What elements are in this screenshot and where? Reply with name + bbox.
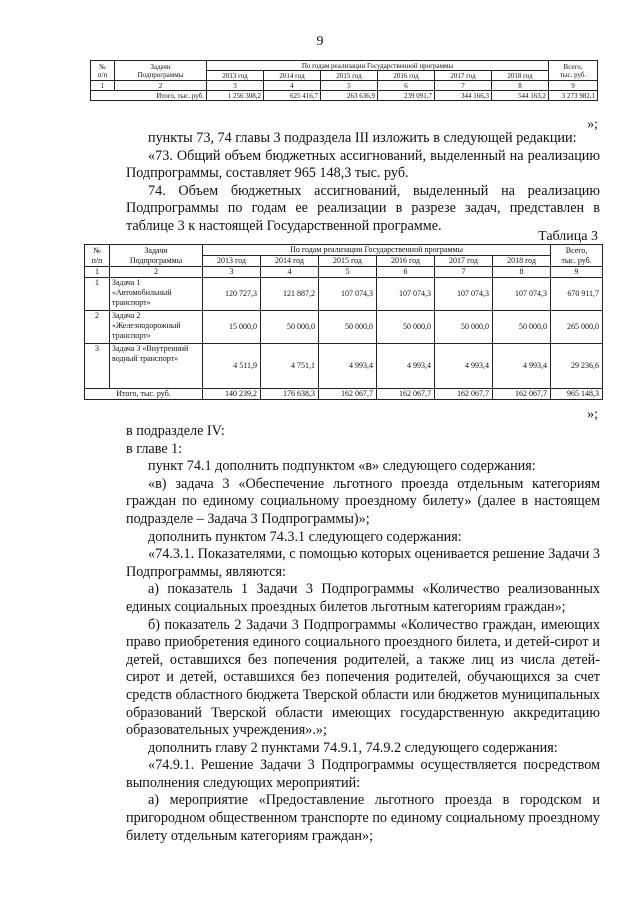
cell-value: 120 727,3 <box>203 278 261 311</box>
cell-value: 50 000,0 <box>261 311 319 344</box>
table-row <box>85 311 603 344</box>
col-number: 1 <box>91 81 115 91</box>
column-number-row <box>85 267 603 278</box>
header-task: Задачи Подпрограммы <box>110 245 203 267</box>
col-number: 9 <box>549 81 598 91</box>
total-value: 140 239,2 <box>203 389 261 400</box>
cell-value: 4 751,1 <box>261 344 319 389</box>
task-name: Задача 1 «Автомобильный транспорт» <box>110 278 203 311</box>
year-header: 2014 год <box>261 256 319 267</box>
col-number: 7 <box>435 267 493 278</box>
col-number: 3 <box>207 81 264 91</box>
total-value: 162 067,7 <box>493 389 551 400</box>
col-number: 2 <box>110 267 203 278</box>
budget-summary-table <box>90 60 598 101</box>
total-value: 162 067,7 <box>319 389 377 400</box>
budget-by-task-table <box>84 244 603 400</box>
text-block-2 <box>126 423 600 845</box>
col-number: 6 <box>378 81 435 91</box>
col-number: 8 <box>493 267 551 278</box>
header-total: Всего, тыс. руб. <box>549 61 598 81</box>
col-number: 1 <box>85 267 110 278</box>
header-years: По годам реализации Государственной программы <box>203 245 551 256</box>
total-value: 344 166,3 <box>435 91 492 101</box>
closing-mark: »; <box>587 407 598 422</box>
total-row <box>91 91 598 101</box>
cell-value: 4 993,4 <box>319 344 377 389</box>
year-header: 2016 год <box>378 71 435 81</box>
total-value: 176 638,3 <box>261 389 319 400</box>
cell-value: 15 000,0 <box>203 311 261 344</box>
total-value: 239 091,7 <box>378 91 435 101</box>
row-number: 2 <box>85 311 110 344</box>
total-label: Итого, тыс. руб. <box>85 389 203 400</box>
total-value: 1 256 308,2 <box>207 91 264 101</box>
col-number: 4 <box>261 267 319 278</box>
col-number: 5 <box>321 81 378 91</box>
year-header: 2014 год <box>264 71 321 81</box>
paragraph: в главе 1: <box>126 440 183 457</box>
cell-value: 107 074,3 <box>493 278 551 311</box>
col-number: 3 <box>203 267 261 278</box>
cell-value: 50 000,0 <box>377 311 435 344</box>
paragraph: «73. Общий объем бюджетных ассигнований, выделенный на реализацию Подпрограммы, составляет 965 148,3 тыс. руб. <box>126 147 600 182</box>
paragraph: а) мероприятие «Предоставление льготного проезда в городском и пригородном общественном транспорте по единому социальному проездному билету отдельным категориям граждан»; <box>126 792 600 844</box>
header-num: № п/п <box>91 61 115 81</box>
header-task: Задачи Подпрограммы <box>115 61 207 81</box>
text-block-1 <box>126 130 600 236</box>
paragraph: дополнить пунктом 74.3.1 следующего содержания: <box>148 528 462 545</box>
cell-value: 50 000,0 <box>319 311 377 344</box>
col-number: 9 <box>551 267 603 278</box>
col-number: 5 <box>319 267 377 278</box>
cell-value: 4 511,9 <box>203 344 261 389</box>
row-number: 1 <box>85 278 110 311</box>
total-value: 162 067,7 <box>435 389 493 400</box>
cell-value: 107 074,3 <box>377 278 435 311</box>
cell-value: 670 911,7 <box>551 278 603 311</box>
year-header: 2018 год <box>492 71 549 81</box>
paragraph: «74.9.1. Решение Задачи 3 Подпрограммы осуществляется посредством выполнения следующих мероприятий: <box>126 757 600 791</box>
total-label: Итого, тыс. руб. <box>91 91 207 101</box>
cell-value: 50 000,0 <box>435 311 493 344</box>
cell-value: 4 993,4 <box>377 344 435 389</box>
year-header: 2017 год <box>435 71 492 81</box>
cell-value: 265 000,0 <box>551 311 603 344</box>
year-header: 2013 год <box>203 256 261 267</box>
task-name: Задача 2 «Железнодорожный транспорт» <box>110 311 203 344</box>
total-value: 965 148,3 <box>551 389 603 400</box>
task-name: Задача 3 «Внутренний водный транспорт» <box>110 344 203 389</box>
column-number-row <box>91 81 598 91</box>
paragraph: в подразделе IV: <box>126 423 225 439</box>
cell-value: 121 887,2 <box>261 278 319 311</box>
total-value: 162 067,7 <box>377 389 435 400</box>
row-number: 3 <box>85 344 110 389</box>
table-row <box>85 278 603 311</box>
total-row <box>85 389 603 400</box>
table-row <box>85 344 603 389</box>
total-value: 625 416,7 <box>264 91 321 101</box>
cell-value: 107 074,3 <box>435 278 493 311</box>
header-num: № п/п <box>85 245 110 267</box>
year-header: 2016 год <box>377 256 435 267</box>
page-number: 9 <box>316 34 324 49</box>
cell-value: 50 000,0 <box>493 311 551 344</box>
header-years: По годам реализации Государственной программы <box>207 61 549 71</box>
closing-mark: »; <box>587 117 598 132</box>
col-number: 8 <box>492 81 549 91</box>
cell-value: 4 993,4 <box>493 344 551 389</box>
year-header: 2017 год <box>435 256 493 267</box>
paragraph: б) показатель 2 Задачи 3 Подпрограммы «Количество граждан, имеющих право приобретения единого социального проездного билета, и детей-сирот и детей, оставшихся без попечения родителей, а также лиц из числа детей-сирот и детей, оставшихся без попечения родителей, обучающихся за счет средств областного бюджета Тверской области или бюджетов муниципальных образований Тверской области имеющих государственную аккредитацию образовательных учреждения».»; <box>126 616 600 739</box>
col-number: 7 <box>435 81 492 91</box>
cell-value: 29 236,6 <box>551 344 603 389</box>
paragraph: пункты 73, 74 главы 3 подраздела III изложить в следующей редакции: <box>148 130 577 146</box>
year-header: 2015 год <box>319 256 377 267</box>
paragraph: пункт 74.1 дополнить подпунктом «в» следующего содержания: <box>148 458 536 475</box>
paragraph: а) показатель 1 Задачи 3 Подпрограммы «Количество реализованных единых социальных проездных билетов льготным категориям граждан»; <box>126 581 600 615</box>
cell-value: 107 074,3 <box>319 278 377 311</box>
table-caption: Таблица 3 <box>538 229 598 244</box>
cell-value: 4 993,4 <box>435 344 493 389</box>
total-value: 3 273 982,1 <box>549 91 598 101</box>
paragraph: дополнить главу 2 пунктами 74.9.1, 74.9.2 следующего содержания: <box>148 739 558 756</box>
year-header: 2015 год <box>321 71 378 81</box>
total-value: 544 163,2 <box>492 91 549 101</box>
col-number: 4 <box>264 81 321 91</box>
year-header: 2013 год <box>207 71 264 81</box>
paragraph: «в) задача 3 «Обеспечение льготного проезда отдельным категориям граждан по единому социальному проездному билету» (далее в настоящем подразделе – Задача 3 Подпрограммы)»; <box>126 475 600 527</box>
year-header: 2018 год <box>493 256 551 267</box>
header-total: Всего, тыс. руб. <box>551 245 603 267</box>
col-number: 2 <box>115 81 207 91</box>
col-number: 6 <box>377 267 435 278</box>
paragraph: 74. Объем бюджетных ассигнований, выделенный на реализацию Подпрограммы по годам ее реализации в разрезе задач, представлен в таблице 3 к настоящей Государственной программе. <box>126 182 600 234</box>
total-value: 263 636,9 <box>321 91 378 101</box>
paragraph: «74.3.1. Показателями, с помощью которых оценивается решение Задачи 3 Подпрограммы, являются: <box>126 546 600 580</box>
